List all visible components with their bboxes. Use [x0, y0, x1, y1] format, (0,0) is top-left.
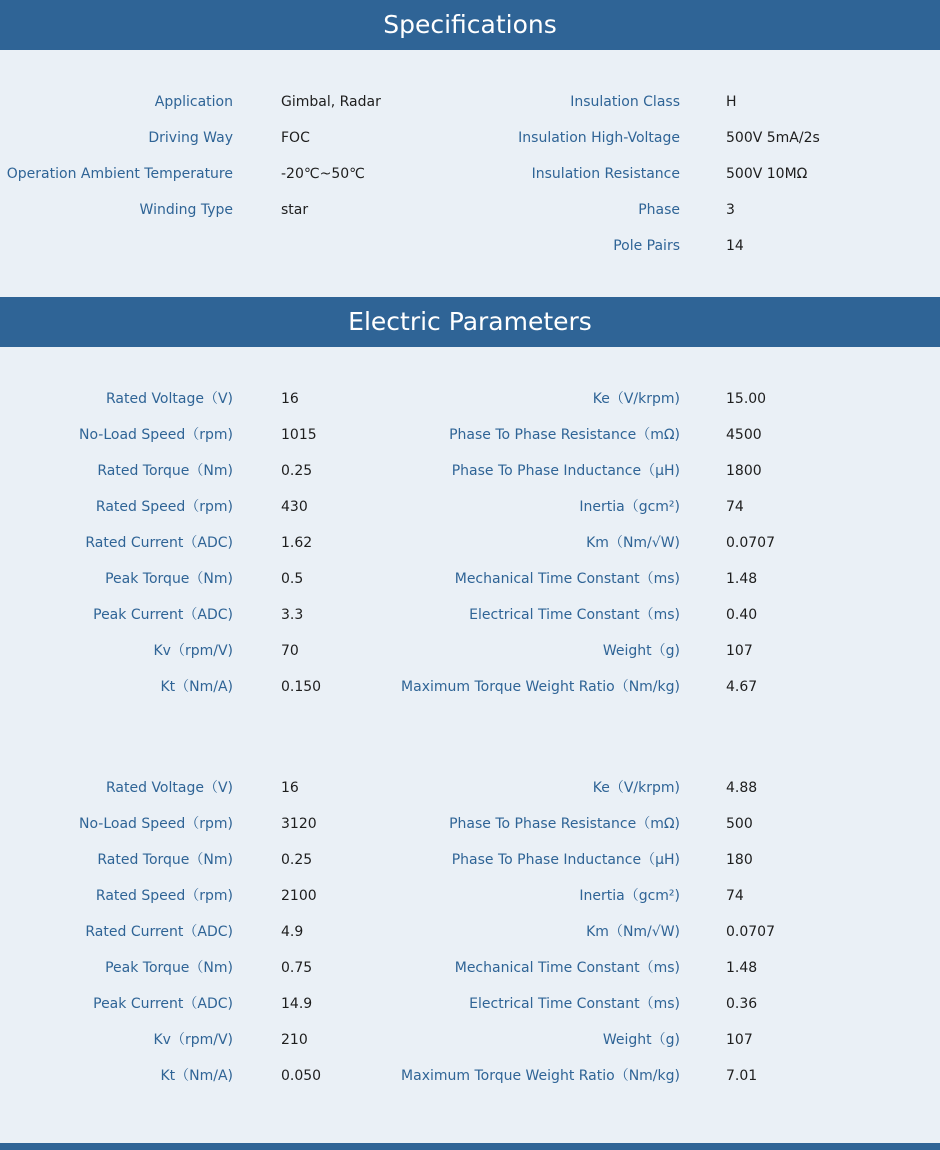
parameter-value: 16	[281, 391, 299, 407]
parameter-row	[0, 886, 940, 906]
spec-label: Winding Type	[139, 202, 233, 218]
spec-label: Insulation Class	[570, 94, 680, 110]
parameter-label: Phase To Phase Resistance（mΩ)	[449, 427, 680, 443]
parameter-row	[0, 641, 940, 661]
parameter-value: 1.48	[726, 960, 758, 976]
parameter-value: 1.62	[281, 535, 313, 551]
spec-label: Driving Way	[148, 130, 233, 146]
spec-row	[0, 164, 940, 184]
parameter-row	[0, 958, 940, 978]
parameter-label: Peak Torque（Nm)	[105, 960, 233, 976]
parameter-label: Rated Voltage（V)	[106, 391, 233, 407]
parameter-value: 107	[726, 643, 753, 659]
parameter-row	[0, 389, 940, 409]
parameter-row	[0, 994, 940, 1014]
parameter-value: 1015	[281, 427, 317, 443]
parameter-label: Mechanical Time Constant（ms)	[454, 571, 680, 587]
spec-value: 3	[726, 202, 735, 218]
parameter-value: 107	[726, 1032, 753, 1048]
parameter-row	[0, 497, 940, 517]
spec-label: Pole Pairs	[613, 238, 680, 254]
spec-value: -20℃~50℃	[281, 166, 365, 182]
parameter-label: Peak Current（ADC)	[93, 996, 233, 1012]
spec-row	[0, 92, 940, 112]
parameter-label: Rated Torque（Nm)	[97, 852, 233, 868]
parameter-label: Phase To Phase Inductance（μH)	[451, 463, 680, 479]
spec-value: H	[726, 94, 737, 110]
parameter-label: Weight（g)	[602, 1032, 680, 1048]
parameter-label: Km（Nm/√W)	[586, 535, 680, 551]
spec-value: Gimbal, Radar	[281, 94, 381, 110]
parameter-value: 1.48	[726, 571, 758, 587]
spec-row	[0, 128, 940, 148]
parameter-label: Mechanical Time Constant（ms)	[454, 960, 680, 976]
parameter-value: 3.3	[281, 607, 304, 623]
parameter-value: 4.67	[726, 679, 758, 695]
spec-row	[0, 200, 940, 220]
spec-label: Operation Ambient Temperature	[6, 166, 233, 182]
parameter-value: 2100	[281, 888, 317, 904]
specifications-header: Specifications	[0, 0, 940, 50]
parameter-value: 180	[726, 852, 753, 868]
spec-label: Application	[154, 94, 233, 110]
parameter-value: 4.88	[726, 780, 758, 796]
parameter-label: Ke（V/krpm)	[592, 391, 680, 407]
parameter-value: 430	[281, 499, 308, 515]
parameter-value: 3120	[281, 816, 317, 832]
parameter-value: 74	[726, 888, 744, 904]
parameter-label: Ke（V/krpm)	[592, 780, 680, 796]
parameter-row	[0, 569, 940, 589]
parameter-value: 74	[726, 499, 744, 515]
parameter-row	[0, 778, 940, 798]
spec-label: Insulation Resistance	[531, 166, 680, 182]
parameter-value: 0.36	[726, 996, 758, 1012]
parameter-row	[0, 1030, 940, 1050]
parameter-label: Rated Voltage（V)	[106, 780, 233, 796]
parameter-label: Kv（rpm/V)	[153, 643, 233, 659]
parameter-label: Peak Torque（Nm)	[105, 571, 233, 587]
parameter-value: 4500	[726, 427, 762, 443]
parameter-row	[0, 850, 940, 870]
parameter-value: 0.75	[281, 960, 313, 976]
spec-value: 500V 10MΩ	[726, 166, 808, 182]
parameter-value: 14.9	[281, 996, 313, 1012]
parameter-value: 16	[281, 780, 299, 796]
electric-parameters-header: Electric Parameters	[0, 297, 940, 347]
spec-label: Insulation High-Voltage	[518, 130, 680, 146]
parameter-row	[0, 922, 940, 942]
parameter-row	[0, 814, 940, 834]
parameter-label: Peak Current（ADC)	[93, 607, 233, 623]
spec-value: 500V 5mA/2s	[726, 130, 820, 146]
spec-row	[0, 236, 940, 256]
parameter-value: 0.40	[726, 607, 758, 623]
parameter-label: Weight（g)	[602, 643, 680, 659]
parameter-label: Rated Current（ADC)	[85, 924, 233, 940]
parameter-value: 210	[281, 1032, 308, 1048]
parameter-row	[0, 533, 940, 553]
parameter-label: Rated Speed（rpm)	[95, 499, 233, 515]
parameter-value: 1800	[726, 463, 762, 479]
parameter-value: 0.25	[281, 852, 313, 868]
spec-label: Phase	[638, 202, 680, 218]
spec-value: 14	[726, 238, 744, 254]
parameter-row	[0, 605, 940, 625]
parameter-value: 0.050	[281, 1068, 322, 1084]
parameter-value: 0.5	[281, 571, 304, 587]
parameter-label: Phase To Phase Resistance（mΩ)	[449, 816, 680, 832]
parameter-label: Maximum Torque Weight Ratio（Nm/kg)	[401, 679, 680, 695]
spec-value: FOC	[281, 130, 310, 146]
parameter-value: 0.0707	[726, 924, 775, 940]
parameter-value: 0.25	[281, 463, 313, 479]
parameter-label: Km（Nm/√W)	[586, 924, 680, 940]
parameter-row	[0, 461, 940, 481]
parameter-value: 0.0707	[726, 535, 775, 551]
parameter-label: Kv（rpm/V)	[153, 1032, 233, 1048]
parameter-value: 15.00	[726, 391, 767, 407]
parameter-row	[0, 425, 940, 445]
parameter-label: Kt（Nm/A)	[160, 1068, 233, 1084]
parameter-label: Rated Current（ADC)	[85, 535, 233, 551]
parameter-label: No-Load Speed（rpm)	[78, 427, 233, 443]
parameter-value: 4.9	[281, 924, 304, 940]
parameter-label: Kt（Nm/A)	[160, 679, 233, 695]
parameter-label: Electrical Time Constant（ms)	[469, 607, 680, 623]
spec-value: star	[281, 202, 309, 218]
parameter-label: No-Load Speed（rpm)	[78, 816, 233, 832]
parameter-label: Phase To Phase Inductance（μH)	[451, 852, 680, 868]
parameter-label: Rated Torque（Nm)	[97, 463, 233, 479]
parameter-label: Maximum Torque Weight Ratio（Nm/kg)	[401, 1068, 680, 1084]
parameter-value: 500	[726, 816, 753, 832]
parameter-row	[0, 1066, 940, 1086]
parameter-label: Electrical Time Constant（ms)	[469, 996, 680, 1012]
parameter-label: Rated Speed（rpm)	[95, 888, 233, 904]
parameter-row	[0, 677, 940, 697]
parameter-label: Inertia（gcm²)	[579, 499, 680, 515]
footer-divider	[0, 1143, 940, 1150]
parameter-value: 0.150	[281, 679, 322, 695]
parameter-label: Inertia（gcm²)	[579, 888, 680, 904]
parameter-value: 7.01	[726, 1068, 758, 1084]
parameter-value: 70	[281, 643, 299, 659]
